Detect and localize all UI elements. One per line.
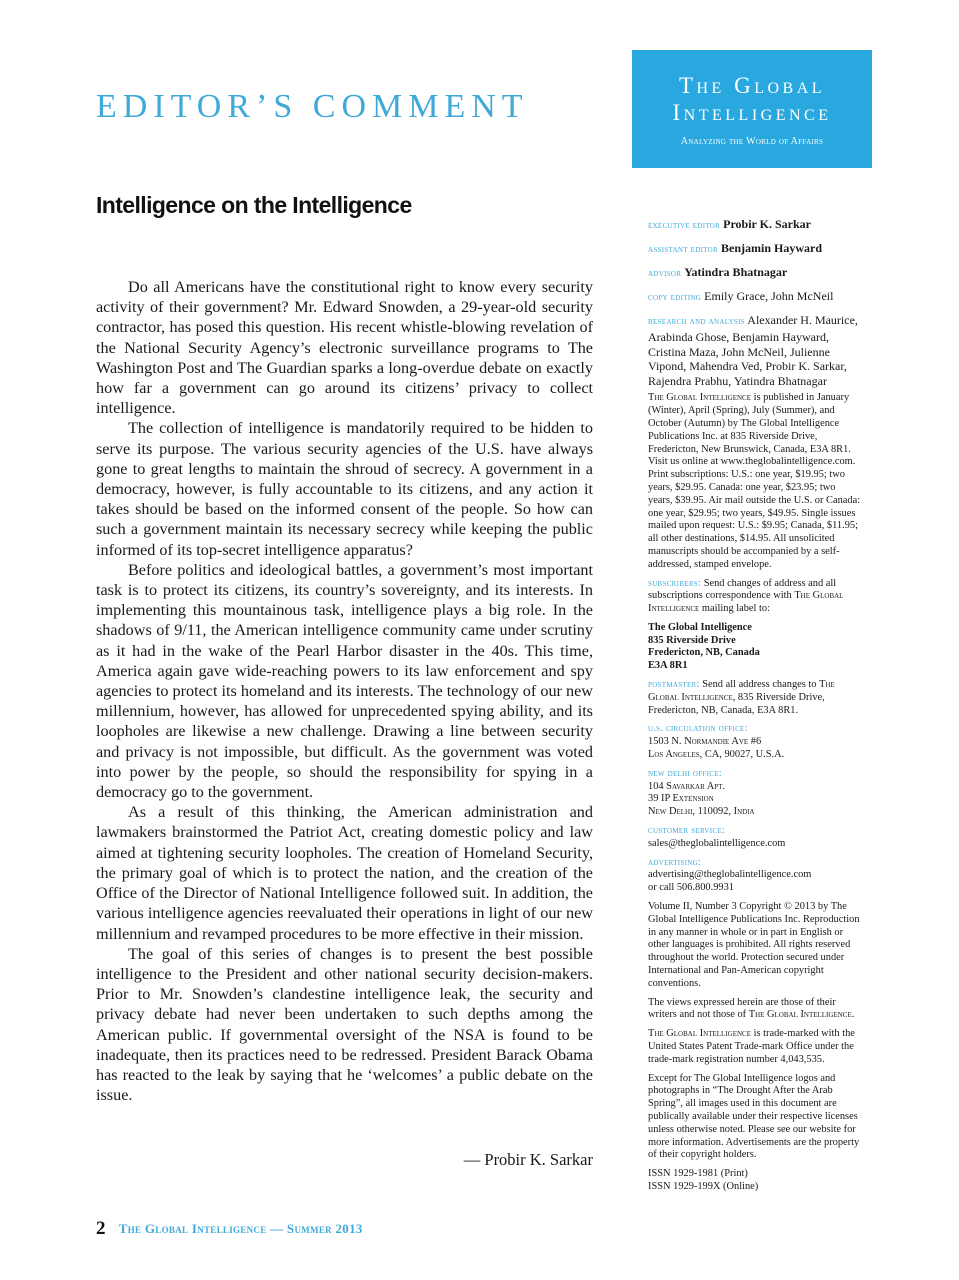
role-label: copy editing bbox=[648, 292, 702, 304]
mailing-address bbox=[648, 622, 862, 673]
article-paragraph: Before politics and ideological battles, a government’s most important task is to protect its citizens, its country’s sovereignty, and its interests. In implementing this mountainous task, intelligence plays a big role. In the shadows of 9/11, the American intelligence community came under scrutiny as it had in the wake of the Pearl Harbor disaster in the 40s. This time, America again gave wide-reaching powers to its law enforcement and spy agencies to protect its homeland and its interests. The technology of our new millennium, however, has allowed for unprecedented spying ability, and its loopholes are likewise a new challenge. Drawing a line between security and privacy is not impossible, but difficult. As the government was voted into power by the people, so should the responsibility for spying in a democracy go to the government. bbox=[96, 560, 593, 802]
publication-info bbox=[648, 392, 862, 571]
subscribers-info bbox=[648, 578, 862, 616]
role-name: Yatindra Bhatnagar bbox=[684, 265, 788, 280]
advertising-email: advertising@theglobalintelligence.com bbox=[648, 869, 812, 881]
editor-signature: — Probir K. Sarkar bbox=[463, 1150, 593, 1169]
role-names: Emily Grace, John McNeil bbox=[704, 289, 834, 304]
office-line: 1503 N. Normandie Ave #6 bbox=[648, 736, 762, 748]
role-label: assistant editor bbox=[648, 244, 719, 256]
staff-assistant-editor bbox=[648, 241, 862, 258]
pub-name: The Global Intelligence bbox=[648, 392, 751, 404]
publication-info-text: is published in January (Winter), April (Spring), July (Summer), and October (Autumn) by The Global Intelligence Publications Inc. at 835 Riverside Drive, Fredericton, New Brunswick, Canada, E3A 8R1. Visit us online at www.theglobalintelligence.com. Print subscriptions: U.S.: one year, $19.95; two years, $29.95. Canada: one year, $23.95; two years, $39.95. Air mail outside the U.S. or Canada: one year, $29.95; two years, $49.95. Single issues mailed upon request: U.S.: $9.95; Canada, $11.95; all other destinations, $14.95. All unsolicited manuscripts should be accompanied by a self-addressed, stamped envelope. bbox=[648, 392, 861, 570]
issn-block bbox=[648, 1168, 862, 1194]
images-note: Except for The Global Intelligence logos and photographs in “The Drought After the Arab Spring”, all images used in this document are publically available under their respective licenses unless otherwise noted. Please see our website for more information. Advertisements are the property of their copyright holders. bbox=[648, 1072, 860, 1161]
copyright-notice: Volume II, Number 3 Copyright © 2013 by The Global Intelligence Publications Inc. Reproduction in any manner in whole or in part in English or other languages is prohibited. All rights reserved throughout the world. Protection secured under International and Pan-American copyright conventions. bbox=[648, 901, 860, 989]
postmaster-text: Send all address changes to bbox=[702, 679, 817, 691]
footer-publication: The Global Intelligence — Summer 2013 bbox=[118, 1221, 363, 1236]
trademark-text: is trade-marked with the United States Patent Trade-mark Office under the trade-mark registration number 4,043,535. bbox=[648, 1028, 855, 1065]
office-line: 104 Savarkar Apt. bbox=[648, 780, 726, 792]
postmaster-info bbox=[648, 679, 862, 717]
customer-service-label: customer service: bbox=[648, 825, 725, 837]
address-line: Fredericton, NB, Canada bbox=[648, 647, 760, 659]
masthead-tagline: Analyzing the World of Affairs bbox=[680, 136, 824, 147]
us-circulation-office bbox=[648, 723, 862, 761]
staff-sidebar bbox=[648, 217, 862, 1200]
page-number: 2 bbox=[96, 1218, 106, 1239]
article-paragraph: The collection of intelligence is mandatorily required to be hidden to serve its purpose. The various security agencies of the U.S. have always gone to great lengths to maintain the shroud of secrecy. A government in a democracy, however, is fully accountable to its citizens, and any action it takes should be based on the informed consent of the people. So how can such a government maintain its necessary secrecy while keeping the public informed of its top-secret intelligence apparatus? bbox=[96, 419, 593, 559]
masthead-title-line2: Intelligence bbox=[672, 100, 832, 125]
pub-name: The Global Intelligence bbox=[748, 1009, 852, 1021]
staff-advisor bbox=[648, 265, 862, 282]
customer-service-email: sales@theglobalintelligence.com bbox=[648, 837, 786, 849]
subscribers-label: subscribers: bbox=[648, 577, 702, 589]
new-delhi-office bbox=[648, 768, 862, 819]
trademark-notice bbox=[648, 1028, 862, 1066]
role-label: advisor bbox=[648, 268, 682, 280]
staff-copy-editing bbox=[648, 289, 862, 306]
masthead-title-line1: The Global bbox=[678, 73, 826, 98]
office-line: 39 IP Extension bbox=[648, 793, 714, 805]
office-label: u.s. circulation office: bbox=[648, 723, 748, 735]
role-name: Benjamin Hayward bbox=[721, 241, 823, 256]
role-label: research and analysis bbox=[648, 316, 745, 328]
role-label: executive editor bbox=[648, 220, 721, 231]
role-name: Probir K. Sarkar bbox=[723, 217, 811, 231]
postmaster-text-after: , 835 Riverside Drive, Fredericton, NB, Canada, E3A 8R1. bbox=[648, 691, 825, 716]
subscribers-text-after: mailing label to: bbox=[701, 603, 770, 615]
postmaster-label: postmaster: bbox=[648, 679, 700, 691]
page-footer bbox=[96, 1218, 363, 1240]
staff-research bbox=[648, 313, 862, 388]
address-line: E3A 8R1 bbox=[648, 660, 688, 672]
address-line: The Global Intelligence bbox=[648, 621, 752, 633]
advertising-label: advertising: bbox=[648, 856, 702, 868]
role-names: Alexander H. Maurice, Arabinda Ghose, Benjamin Hayward, Cristina Maza, John McNeil, Julienne Vipond, Mahendra Ved, Probir K. Sarkar, Rajendra Prabhu, Yatindra Bhatnagar bbox=[648, 313, 858, 388]
article-title: Intelligence on the Intelligence bbox=[96, 192, 412, 218]
views-end: . bbox=[851, 1009, 855, 1021]
pub-name: The Global Intelligence bbox=[648, 1028, 751, 1040]
section-heading: EDITOR’S COMMENT bbox=[96, 88, 529, 125]
article-paragraph: As a result of this thinking, the American administration and lawmakers brainstormed the Patriot Act, creating domestic policy and law aimed at tightening security loopholes. The creation of Homeland Security, the primary goal of which is to protect the nation, and the creation of the Office of the Director of National Intelligence followed suit. In addition, the various intelligence agencies reevaluated their operations in light of our new millennium and revamped procedures to be more effective in their mission. bbox=[96, 803, 593, 943]
article-body bbox=[96, 277, 593, 1105]
pub-name: The Global Intelligence bbox=[648, 679, 835, 703]
issn-online: ISSN 1929-199X (Online) bbox=[648, 1180, 759, 1192]
staff-executive-editor bbox=[648, 217, 862, 234]
advertising-info bbox=[648, 857, 862, 895]
article-paragraph: Do all Americans have the constitutional right to know every security activity of their government? Mr. Edward Snowden, a 29-year-old security contractor, has posed this question. His recent whistle-blowing revelation of the National Security Agency’s electronic surveillance programs to The Washington Post and The Guardian sparks a long-overdue debate on exactly how far a government can go around its citizens’ privacy to collect intelligence. bbox=[96, 278, 593, 418]
views-disclaimer bbox=[648, 997, 862, 1023]
office-line: New Delhi, 110092, India bbox=[648, 806, 755, 818]
customer-service bbox=[648, 825, 862, 851]
office-line: Los Angeles, CA, 90027, U.S.A. bbox=[648, 749, 785, 761]
article-paragraph: The goal of this series of changes is to present the best possible intelligence to the President and other national security decision-makers. Prior to Mr. Snowden’s clandestine intelligence leak, the security and privacy debate had never been undertaken to such depths among the American public. If governmental oversight of the NSA is found to be inadequate, then its practices need to be redressed. President Barack Obama has reacted to the leak by saying that he ‘welcomes’ a public debate on the issue. bbox=[96, 944, 593, 1105]
views-text: The views expressed herein are those of their writers and not those of bbox=[648, 996, 836, 1021]
office-label: new delhi office: bbox=[648, 767, 722, 779]
advertising-phone: or call 506.800.9931 bbox=[648, 882, 734, 894]
subscribers-text: Send changes of address and all subscriptions correspondence with bbox=[648, 577, 837, 602]
issn-print: ISSN 1929-1981 (Print) bbox=[648, 1168, 748, 1180]
address-line: 835 Riverside Drive bbox=[648, 634, 736, 646]
masthead-logo bbox=[632, 50, 872, 168]
pub-name: The Global Intelligence bbox=[648, 590, 844, 615]
